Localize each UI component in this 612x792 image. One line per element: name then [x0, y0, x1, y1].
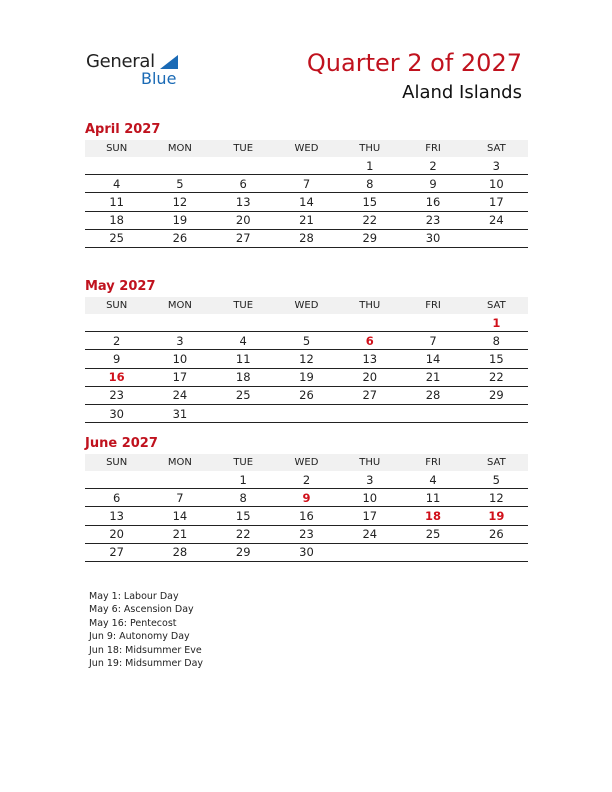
day-cell: 17 [148, 368, 211, 386]
day-cell: 5 [148, 175, 211, 193]
weekday-header: FRI [401, 297, 464, 314]
day-cell: 7 [148, 489, 211, 507]
day-cell: 29 [338, 229, 401, 247]
day-cell: 13 [338, 350, 401, 368]
week-row [85, 193, 528, 211]
day-cell [212, 404, 275, 422]
day-cell: 15 [338, 193, 401, 211]
day-cell: 19 [148, 211, 211, 229]
day-cell: 24 [148, 386, 211, 404]
week-row [85, 525, 528, 543]
holiday-note: May 6: Ascension Day [89, 604, 194, 616]
day-cell: 6 [212, 175, 275, 193]
weekday-header: TUE [212, 454, 275, 471]
weekday-header: TUE [212, 297, 275, 314]
day-cell [212, 157, 275, 175]
day-cell: 8 [465, 332, 528, 350]
weekday-header: FRI [401, 140, 464, 157]
day-cell: 27 [338, 386, 401, 404]
calendar-grid [85, 140, 528, 248]
day-cell: 10 [148, 350, 211, 368]
day-cell: 17 [338, 507, 401, 525]
day-cell: 30 [275, 543, 338, 561]
week-row [85, 471, 528, 489]
weekday-header: TUE [212, 140, 275, 157]
day-cell: 28 [401, 386, 464, 404]
weekday-header: MON [148, 297, 211, 314]
day-cell [85, 157, 148, 175]
week-row [85, 386, 528, 404]
day-cell: 4 [401, 471, 464, 489]
day-cell: 2 [85, 332, 148, 350]
day-cell [85, 314, 148, 332]
day-cell: 11 [212, 350, 275, 368]
day-cell: 12 [275, 350, 338, 368]
day-cell: 11 [85, 193, 148, 211]
day-cell: 10 [465, 175, 528, 193]
day-cell [401, 404, 464, 422]
day-cell: 21 [148, 525, 211, 543]
day-cell [148, 157, 211, 175]
month-april [85, 121, 528, 248]
weekday-header: SUN [85, 140, 148, 157]
day-cell [275, 314, 338, 332]
day-cell: 2 [401, 157, 464, 175]
weekday-header: THU [338, 140, 401, 157]
day-cell: 14 [275, 193, 338, 211]
calendar-grid [85, 454, 528, 562]
weekday-header: FRI [401, 454, 464, 471]
calendar-grid [85, 297, 528, 423]
day-cell [401, 314, 464, 332]
day-cell: 3 [338, 471, 401, 489]
day-cell [275, 157, 338, 175]
week-row [85, 229, 528, 247]
day-cell: 24 [465, 211, 528, 229]
day-cell: 25 [85, 229, 148, 247]
day-cell: 1 [338, 157, 401, 175]
day-cell: 14 [148, 507, 211, 525]
weekday-header: SAT [465, 140, 528, 157]
month-title: April 2027 [85, 122, 161, 137]
page-title: Quarter 2 of 2027 [306, 49, 522, 77]
day-cell: 26 [465, 525, 528, 543]
weekday-header: SAT [465, 297, 528, 314]
day-cell: 18 [401, 507, 464, 525]
country-name: Aland Islands [402, 82, 522, 103]
week-row [85, 489, 528, 507]
day-cell: 30 [401, 229, 464, 247]
day-cell: 1 [212, 471, 275, 489]
day-cell: 12 [465, 489, 528, 507]
week-row [85, 507, 528, 525]
day-cell: 22 [338, 211, 401, 229]
day-cell: 25 [401, 525, 464, 543]
day-cell [85, 471, 148, 489]
day-cell: 26 [148, 229, 211, 247]
day-cell: 26 [275, 386, 338, 404]
logo-text-general: General [86, 51, 155, 72]
day-cell: 22 [465, 368, 528, 386]
holiday-note: Jun 19: Midsummer Day [89, 658, 204, 670]
day-cell: 8 [212, 489, 275, 507]
week-row [85, 175, 528, 193]
day-cell: 2 [275, 471, 338, 489]
day-cell: 25 [212, 386, 275, 404]
day-cell: 4 [85, 175, 148, 193]
weekday-header: THU [338, 454, 401, 471]
day-cell: 19 [465, 507, 528, 525]
day-cell: 28 [148, 543, 211, 561]
week-row [85, 332, 528, 350]
day-cell: 10 [338, 489, 401, 507]
month-title: May 2027 [85, 279, 156, 294]
holiday-note: Jun 9: Autonomy Day [89, 631, 190, 643]
holiday-note: Jun 18: Midsummer Eve [89, 644, 202, 656]
logo-triangle-icon [160, 55, 178, 69]
day-cell: 15 [465, 350, 528, 368]
weekday-header: SAT [465, 454, 528, 471]
weekday-header: MON [148, 140, 211, 157]
holiday-list [89, 590, 203, 670]
weekday-header: WED [275, 140, 338, 157]
week-row [85, 211, 528, 229]
day-cell: 16 [275, 507, 338, 525]
day-cell: 21 [275, 211, 338, 229]
day-cell: 1 [465, 314, 528, 332]
day-cell: 9 [275, 489, 338, 507]
day-cell: 5 [465, 471, 528, 489]
day-cell: 13 [85, 507, 148, 525]
day-cell [465, 404, 528, 422]
day-cell: 13 [212, 193, 275, 211]
day-cell: 15 [212, 507, 275, 525]
day-cell: 24 [338, 525, 401, 543]
weekday-header: WED [275, 454, 338, 471]
weekday-header: THU [338, 297, 401, 314]
day-cell: 29 [212, 543, 275, 561]
day-cell: 20 [338, 368, 401, 386]
weekday-header: SUN [85, 454, 148, 471]
day-cell: 21 [401, 368, 464, 386]
weekday-header: SUN [85, 297, 148, 314]
day-cell [212, 314, 275, 332]
day-cell: 4 [212, 332, 275, 350]
brand-logo [86, 51, 196, 91]
day-cell: 23 [85, 386, 148, 404]
day-cell: 29 [465, 386, 528, 404]
day-cell [465, 543, 528, 561]
day-cell [338, 314, 401, 332]
day-cell [275, 404, 338, 422]
weekday-header: WED [275, 297, 338, 314]
day-cell: 30 [85, 404, 148, 422]
day-cell [465, 229, 528, 247]
day-cell: 27 [85, 543, 148, 561]
week-row [85, 404, 528, 422]
day-cell: 8 [338, 175, 401, 193]
day-cell [148, 471, 211, 489]
day-cell: 27 [212, 229, 275, 247]
day-cell [338, 543, 401, 561]
weekday-header: MON [148, 454, 211, 471]
day-cell: 18 [212, 368, 275, 386]
day-cell [148, 314, 211, 332]
day-cell: 20 [212, 211, 275, 229]
month-title: June 2027 [85, 436, 158, 451]
day-cell: 7 [401, 332, 464, 350]
day-cell: 17 [465, 193, 528, 211]
day-cell: 11 [401, 489, 464, 507]
day-cell: 6 [85, 489, 148, 507]
day-cell: 22 [212, 525, 275, 543]
day-cell: 16 [85, 368, 148, 386]
week-row [85, 368, 528, 386]
day-cell: 12 [148, 193, 211, 211]
day-cell: 23 [275, 525, 338, 543]
logo-text-blue: Blue [141, 69, 177, 88]
day-cell: 14 [401, 350, 464, 368]
day-cell: 28 [275, 229, 338, 247]
day-cell: 5 [275, 332, 338, 350]
day-cell [401, 543, 464, 561]
day-cell: 16 [401, 193, 464, 211]
week-row [85, 350, 528, 368]
day-cell: 23 [401, 211, 464, 229]
holiday-note: May 1: Labour Day [89, 591, 179, 602]
day-cell: 31 [148, 404, 211, 422]
day-cell: 20 [85, 525, 148, 543]
week-row [85, 157, 528, 175]
holiday-note: May 16: Pentecost [89, 617, 177, 629]
day-cell: 19 [275, 368, 338, 386]
month-june [85, 435, 528, 562]
day-cell: 3 [465, 157, 528, 175]
week-row [85, 314, 528, 332]
day-cell: 9 [85, 350, 148, 368]
day-cell: 7 [275, 175, 338, 193]
day-cell: 9 [401, 175, 464, 193]
week-row [85, 543, 528, 561]
day-cell: 6 [338, 332, 401, 350]
day-cell: 3 [148, 332, 211, 350]
month-may [85, 278, 528, 423]
day-cell: 18 [85, 211, 148, 229]
day-cell [338, 404, 401, 422]
